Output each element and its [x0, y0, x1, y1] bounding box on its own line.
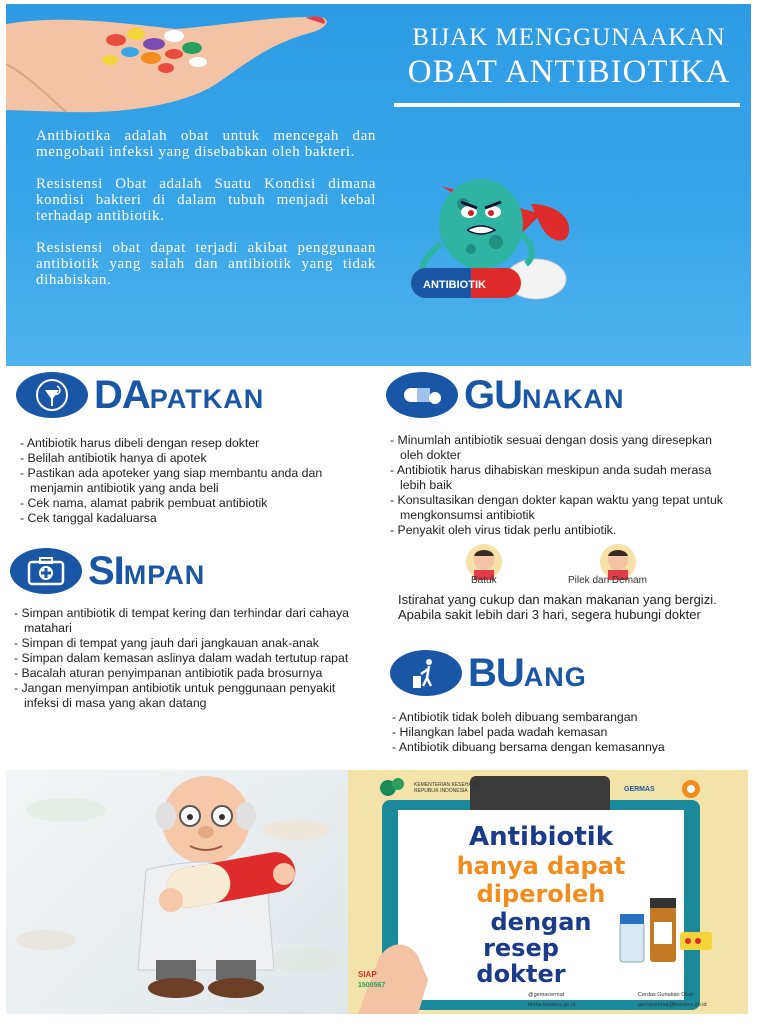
clipboard-clip [470, 776, 610, 814]
email-address: gemacermat@kemkes.go.id [638, 1002, 707, 1008]
social-handle: @gemacermat [528, 992, 565, 998]
kemenkes-logo-icon [378, 774, 412, 802]
intro-text [36, 128, 376, 304]
buang-big-letters: BU [468, 650, 524, 695]
hand-with-pills-illustration [6, 4, 336, 124]
list-item: - Belilah antibiotik hanya di apotek [20, 451, 360, 466]
capsule-icon [386, 372, 458, 418]
doctor-holding-capsule-illustration [6, 770, 348, 1014]
first-aid-kit-icon [10, 548, 82, 594]
antibiotik-pill-label: ANTIBIOTIK [423, 279, 486, 291]
list-item: - Pastikan ada apoteker yang siap membantu anda dan menjamin antibiotik yang anda beli [20, 466, 360, 496]
top-banner [6, 4, 751, 366]
list-item: - Bacalah aturan penyimpanan antibiotik pada brosurnya [14, 666, 354, 681]
cerdas-logo-icon [676, 778, 706, 800]
dapatkan-small-letters: PATKAN [149, 383, 265, 414]
list-item: - Minumlah antibiotik sesuai dengan dosis yang diresepkan oleh dokter [390, 433, 730, 463]
poster-line-dokter: dokter [476, 960, 566, 988]
title-line-2: OBAT ANTIBIOTIKA [407, 54, 731, 90]
gunakan-big-letters: GU [464, 372, 522, 417]
simpan-heading [10, 548, 205, 594]
poster-line-diperoleh: diperoleh [476, 880, 606, 908]
website-link: binfar.kemkes.go.id [528, 1002, 576, 1008]
title-line-1: BIJAK MENGGUNAAKAN [412, 24, 726, 51]
title-underline [394, 103, 740, 107]
gunakan-list [390, 433, 730, 538]
kemenkes-logo-text: KEMENTERIAN KESEHATAN REPUBLIK INDONESIA [414, 782, 482, 794]
list-item: - Hilangkan label pada wadah kemasan [392, 725, 752, 740]
poster-line-hanya-dapat: hanya dapat [456, 852, 626, 880]
poster-line-dengan: dengan [490, 908, 592, 936]
caption-pilek-demam: Pilek dan Demam [568, 575, 647, 586]
germas-logo: GERMAS [624, 786, 655, 793]
siap-logo: SIAP [358, 970, 377, 979]
rest-advice-text: Istirahat yang cukup dan makan makanan yang bergizi. Apabila sakit lebih dari 3 hari, segera hubungi dokter [398, 592, 717, 622]
trash-disposal-icon [390, 650, 462, 696]
doctor-illustration-panel [6, 770, 348, 1014]
bacteria-illustration [401, 164, 581, 314]
list-item: - Simpan antibiotik di tempat kering dan terhindar dari cahaya matahari [14, 606, 354, 636]
list-item: - Konsultasikan dengan dokter kapan waktu yang tepat untuk mengkonsumsi antibiotik [390, 493, 730, 523]
gunakan-small-letters: NAKAN [522, 383, 625, 414]
caption-batuk: Batuk [471, 575, 497, 586]
dapatkan-heading [16, 372, 264, 418]
list-item: - Antibiotik tidak boleh dibuang sembarangan [392, 710, 752, 725]
poster-line-resep: resep [483, 934, 559, 962]
list-item: - Antibiotik harus dihabiskan meskipun anda sudah merasa lebih baik [390, 463, 730, 493]
list-item: - Penyakit oleh virus tidak perlu antibiotik. [390, 523, 730, 538]
buang-small-letters: ANG [523, 661, 587, 692]
social-page: Cerdas Gunakan Obat [638, 992, 694, 998]
dapatkan-list [20, 436, 360, 526]
simpan-small-letters: MPAN [123, 559, 206, 590]
simpan-list [14, 606, 354, 711]
pharmacy-icon [16, 372, 88, 418]
list-item: - Simpan dalam kemasan aslinya dalam wadah tertutup rapat [14, 651, 354, 666]
list-item: - Jangan menyimpan antibiotik untuk penggunaan penyakit infeksi di masa yang akan datang [14, 681, 354, 711]
banner-title [394, 24, 744, 107]
buang-list [392, 710, 752, 755]
medicine-bottles-illustration [610, 892, 720, 972]
antibiotic-prescription-poster [348, 770, 748, 1014]
intro-paragraph-1: Antibiotika adalah obat untuk mencegah dan mengobati infeksi yang disebabkan oleh bakteri. [36, 128, 376, 160]
hand-holding-clipboard-illustration [358, 920, 448, 1014]
list-item: - Cek tanggal kadaluarsa [20, 511, 360, 526]
intro-paragraph-3: Resistensi obat dapat terjadi akibat penggunaan antibiotik yang salah dan antibiotik yang tidak dihabiskan. [36, 240, 376, 288]
list-item: - Antibiotik dibuang bersama dengan kemasannya [392, 740, 752, 755]
buang-heading [390, 650, 587, 696]
list-item: - Antibiotik harus dibeli dengan resep dokter [20, 436, 360, 451]
list-item: - Simpan di tempat yang jauh dari jangkauan anak-anak [14, 636, 354, 651]
intro-paragraph-2: Resistensi Obat adalah Suatu Kondisi dimana kondisi bakteri di dalam tubuh menjadi kebal terhadap antibiotik. [36, 176, 376, 224]
hotline-number: 1500567 [358, 982, 386, 989]
dapatkan-big-letters: DA [94, 372, 150, 417]
simpan-big-letters: SI [88, 548, 124, 593]
list-item: - Cek nama, alamat pabrik pembuat antibiotik [20, 496, 360, 511]
poster-line-antibiotik: Antibiotik [469, 822, 613, 852]
gunakan-heading [386, 372, 625, 418]
